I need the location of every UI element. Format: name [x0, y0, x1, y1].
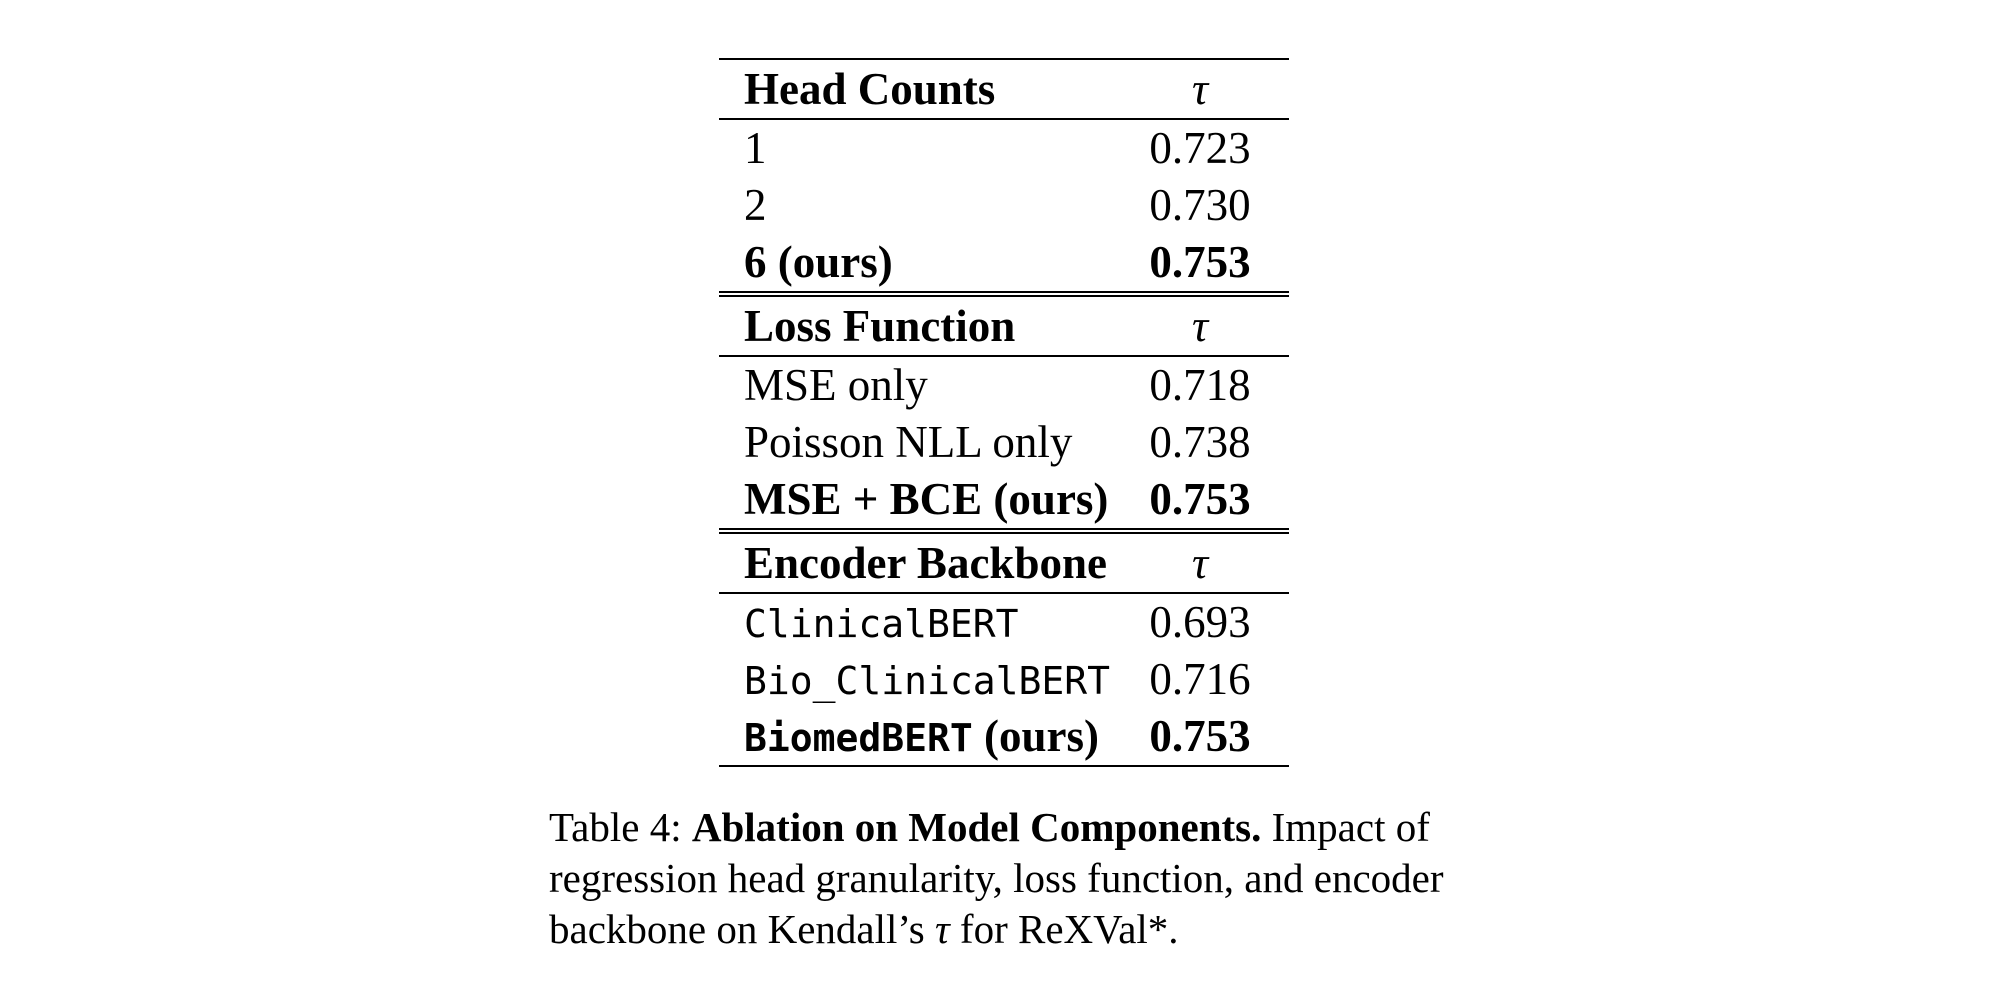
table-row	[719, 593, 1289, 651]
caption-label: Table 4:	[549, 804, 682, 850]
table-row-best	[719, 234, 1289, 294]
row-value: 0.753	[1149, 474, 1251, 524]
section-title: Encoder Backbone	[719, 531, 1135, 593]
caption-text: Impact of regression head granularity, loss function, and encoder backbone on Kendall’s	[549, 804, 1444, 952]
section-header-loss-function	[719, 294, 1289, 356]
caption-text-end: for ReXVal*.	[959, 906, 1179, 952]
table-row-best	[719, 708, 1289, 766]
row-label	[719, 593, 1135, 651]
metric-header-tau: τ	[1135, 294, 1289, 356]
table-row-best	[719, 471, 1289, 531]
ours-suffix: (ours)	[972, 711, 1100, 761]
model-name: BiomedBERT	[744, 716, 973, 760]
ablation-table	[719, 58, 1289, 767]
table-row	[719, 119, 1289, 177]
table-caption	[549, 802, 1509, 955]
row-label: Poisson NLL only	[744, 417, 1073, 467]
row-label: MSE + BCE (ours)	[744, 474, 1109, 524]
row-label: 2	[744, 180, 767, 230]
row-value: 0.753	[1135, 708, 1289, 766]
ablation-table-container	[719, 58, 1289, 767]
section-header-encoder-backbone	[719, 531, 1289, 593]
metric-header-tau: τ	[1135, 59, 1289, 119]
table-row	[719, 356, 1289, 414]
row-value: 0.730	[1149, 180, 1251, 230]
caption-tau-symbol: τ	[934, 906, 950, 952]
section-title: Head Counts	[719, 59, 1135, 119]
table-row	[719, 414, 1289, 471]
row-label: MSE only	[744, 360, 928, 410]
model-name: ClinicalBERT	[744, 602, 1019, 646]
row-value: 0.753	[1149, 237, 1251, 287]
section-title: Loss Function	[719, 294, 1135, 356]
row-value: 0.738	[1149, 417, 1251, 467]
row-label	[719, 708, 1135, 766]
table-row	[719, 177, 1289, 234]
row-label: 6 (ours)	[744, 237, 893, 287]
caption-title: Ablation on Model Components.	[691, 804, 1262, 850]
row-label: 1	[744, 123, 767, 173]
row-value: 0.716	[1149, 654, 1251, 704]
row-value: 0.723	[1149, 123, 1251, 173]
section-header-head-counts	[719, 59, 1289, 119]
row-value: 0.718	[1149, 360, 1251, 410]
model-name: Bio_ClinicalBERT	[744, 659, 1111, 703]
metric-header-tau: τ	[1135, 531, 1289, 593]
table-row	[719, 651, 1289, 708]
row-value: 0.693	[1149, 597, 1251, 647]
row-label	[719, 651, 1135, 708]
